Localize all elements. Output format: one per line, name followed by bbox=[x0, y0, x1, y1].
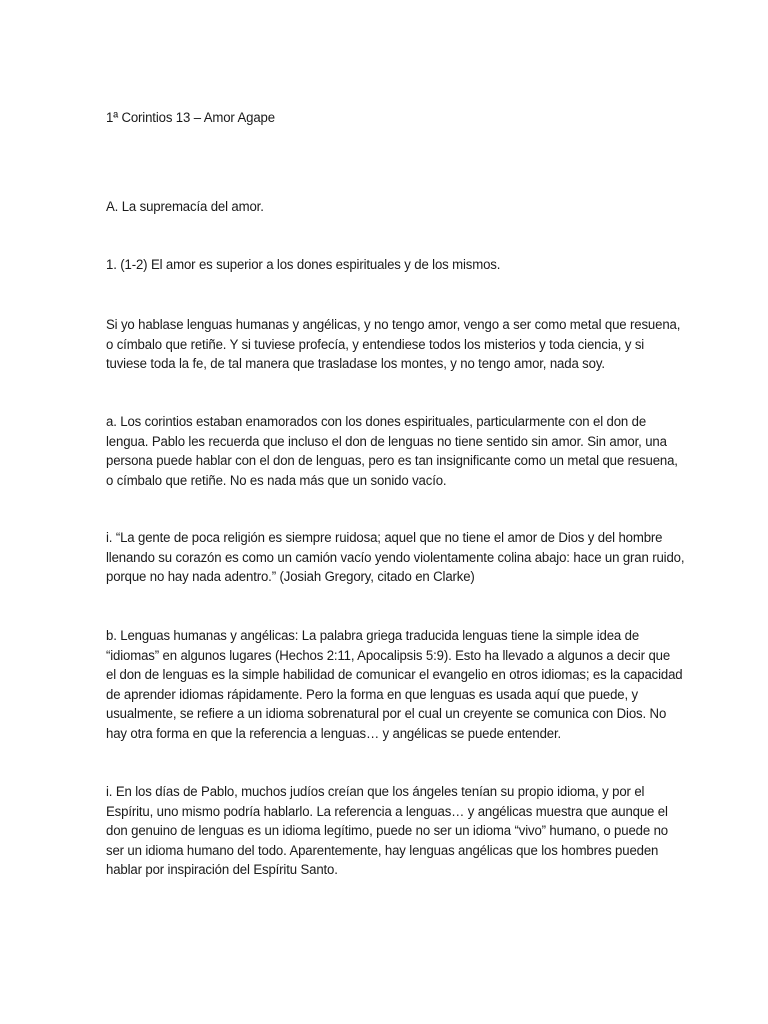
paragraph-line: hablar por inspiración del Espíritu Santo. bbox=[106, 862, 338, 878]
point-heading-1 bbox=[106, 256, 627, 276]
paragraph-line: llenando su corazón es como un camión vacío yendo violentamente colina abajo: hace un gran ruido, bbox=[106, 549, 685, 566]
paragraph-b-i bbox=[106, 783, 668, 881]
document-title bbox=[106, 109, 627, 129]
paragraph-line: persona puede hablar con el don de lenguas, pero es tan insignificante como un metal que resuena, bbox=[106, 453, 678, 469]
paragraph-a-i bbox=[106, 529, 685, 588]
paragraph-line: ser un idioma humano del todo. Aparentemente, hay lenguas angélicas que los hombres pueden bbox=[106, 842, 659, 859]
paragraph-line: porque no hay nada adentro.” (Josiah Gregory, citado en Clarke) bbox=[106, 569, 475, 585]
paragraph-line: o címbalo que retiñe. No es nada más que un sonido vacío. bbox=[106, 472, 447, 489]
paragraph-line: don genuino de lenguas es un idioma legítimo, puede no ser un idioma “vivo” humano, o puede no bbox=[106, 823, 668, 839]
paragraph-line: de aprender idiomas rápidamente. Pero la forma en que lenguas es usada aquí que puede, y bbox=[106, 686, 639, 703]
paragraph-line: hay otra forma en que la referencia a lenguas… y angélicas se puede entender. bbox=[106, 725, 562, 742]
paragraph-line: i. En los días de Pablo, muchos judíos creían que los ángeles tenían su propio idioma, y por el bbox=[106, 784, 645, 800]
title-text: 1ª Corintios 13 – Amor Agape bbox=[106, 110, 275, 126]
paragraph-line: o címbalo que retiñe. Y si tuviese profecía, y entendiese todos los misterios y toda ciencia, y si bbox=[106, 336, 645, 353]
point-heading-text: 1. (1-2) El amor es superior a los dones espirituales y de los mismos. bbox=[106, 257, 501, 273]
paragraph-line: el don de lenguas es la simple habilidad de comunicar el evangelio en otros idiomas; es la capacidad bbox=[106, 667, 683, 683]
verse-paragraph bbox=[106, 316, 681, 375]
paragraph-line: Si yo hablase lenguas humanas y angélicas, y no tengo amor, vengo a ser como metal que resuena, bbox=[106, 317, 681, 333]
paragraph-line: lengua. Pablo les recuerda que incluso el don de lenguas no tiene sentido sin amor. Sin amor, una bbox=[106, 433, 667, 450]
paragraph-line: b. Lenguas humanas y angélicas: La palabra griega traducida lenguas tiene la simple idea de bbox=[106, 628, 640, 644]
paragraph-line: usualmente, se refiere a un idioma sobrenatural por el cual un creyente se comunica con Dios. No bbox=[106, 706, 667, 722]
paragraph-line: a. Los corintios estaban enamorados con los dones espirituales, particularmente con el don de bbox=[106, 414, 647, 430]
paragraph-a bbox=[106, 413, 678, 491]
paragraph-line: i. “La gente de poca religión es siempre ruidosa; aquel que no tiene el amor de Dios y del hombre bbox=[106, 530, 663, 546]
paragraph-line: tuviese toda la fe, de tal manera que trasladase los montes, y no tengo amor, nada soy. bbox=[106, 356, 605, 372]
section-heading-text: A. La supremacía del amor. bbox=[106, 199, 264, 215]
section-heading-a bbox=[106, 198, 627, 218]
paragraph-line: Espíritu, uno mismo podría hablarlo. La referencia a lenguas… y angélicas muestra que aunque el bbox=[106, 803, 668, 820]
paragraph-b bbox=[106, 627, 683, 744]
paragraph-line: “idiomas” en algunos lugares (Hechos 2:11, Apocalipsis 5:9). Esto ha llevado a algunos a decir que bbox=[106, 647, 671, 664]
